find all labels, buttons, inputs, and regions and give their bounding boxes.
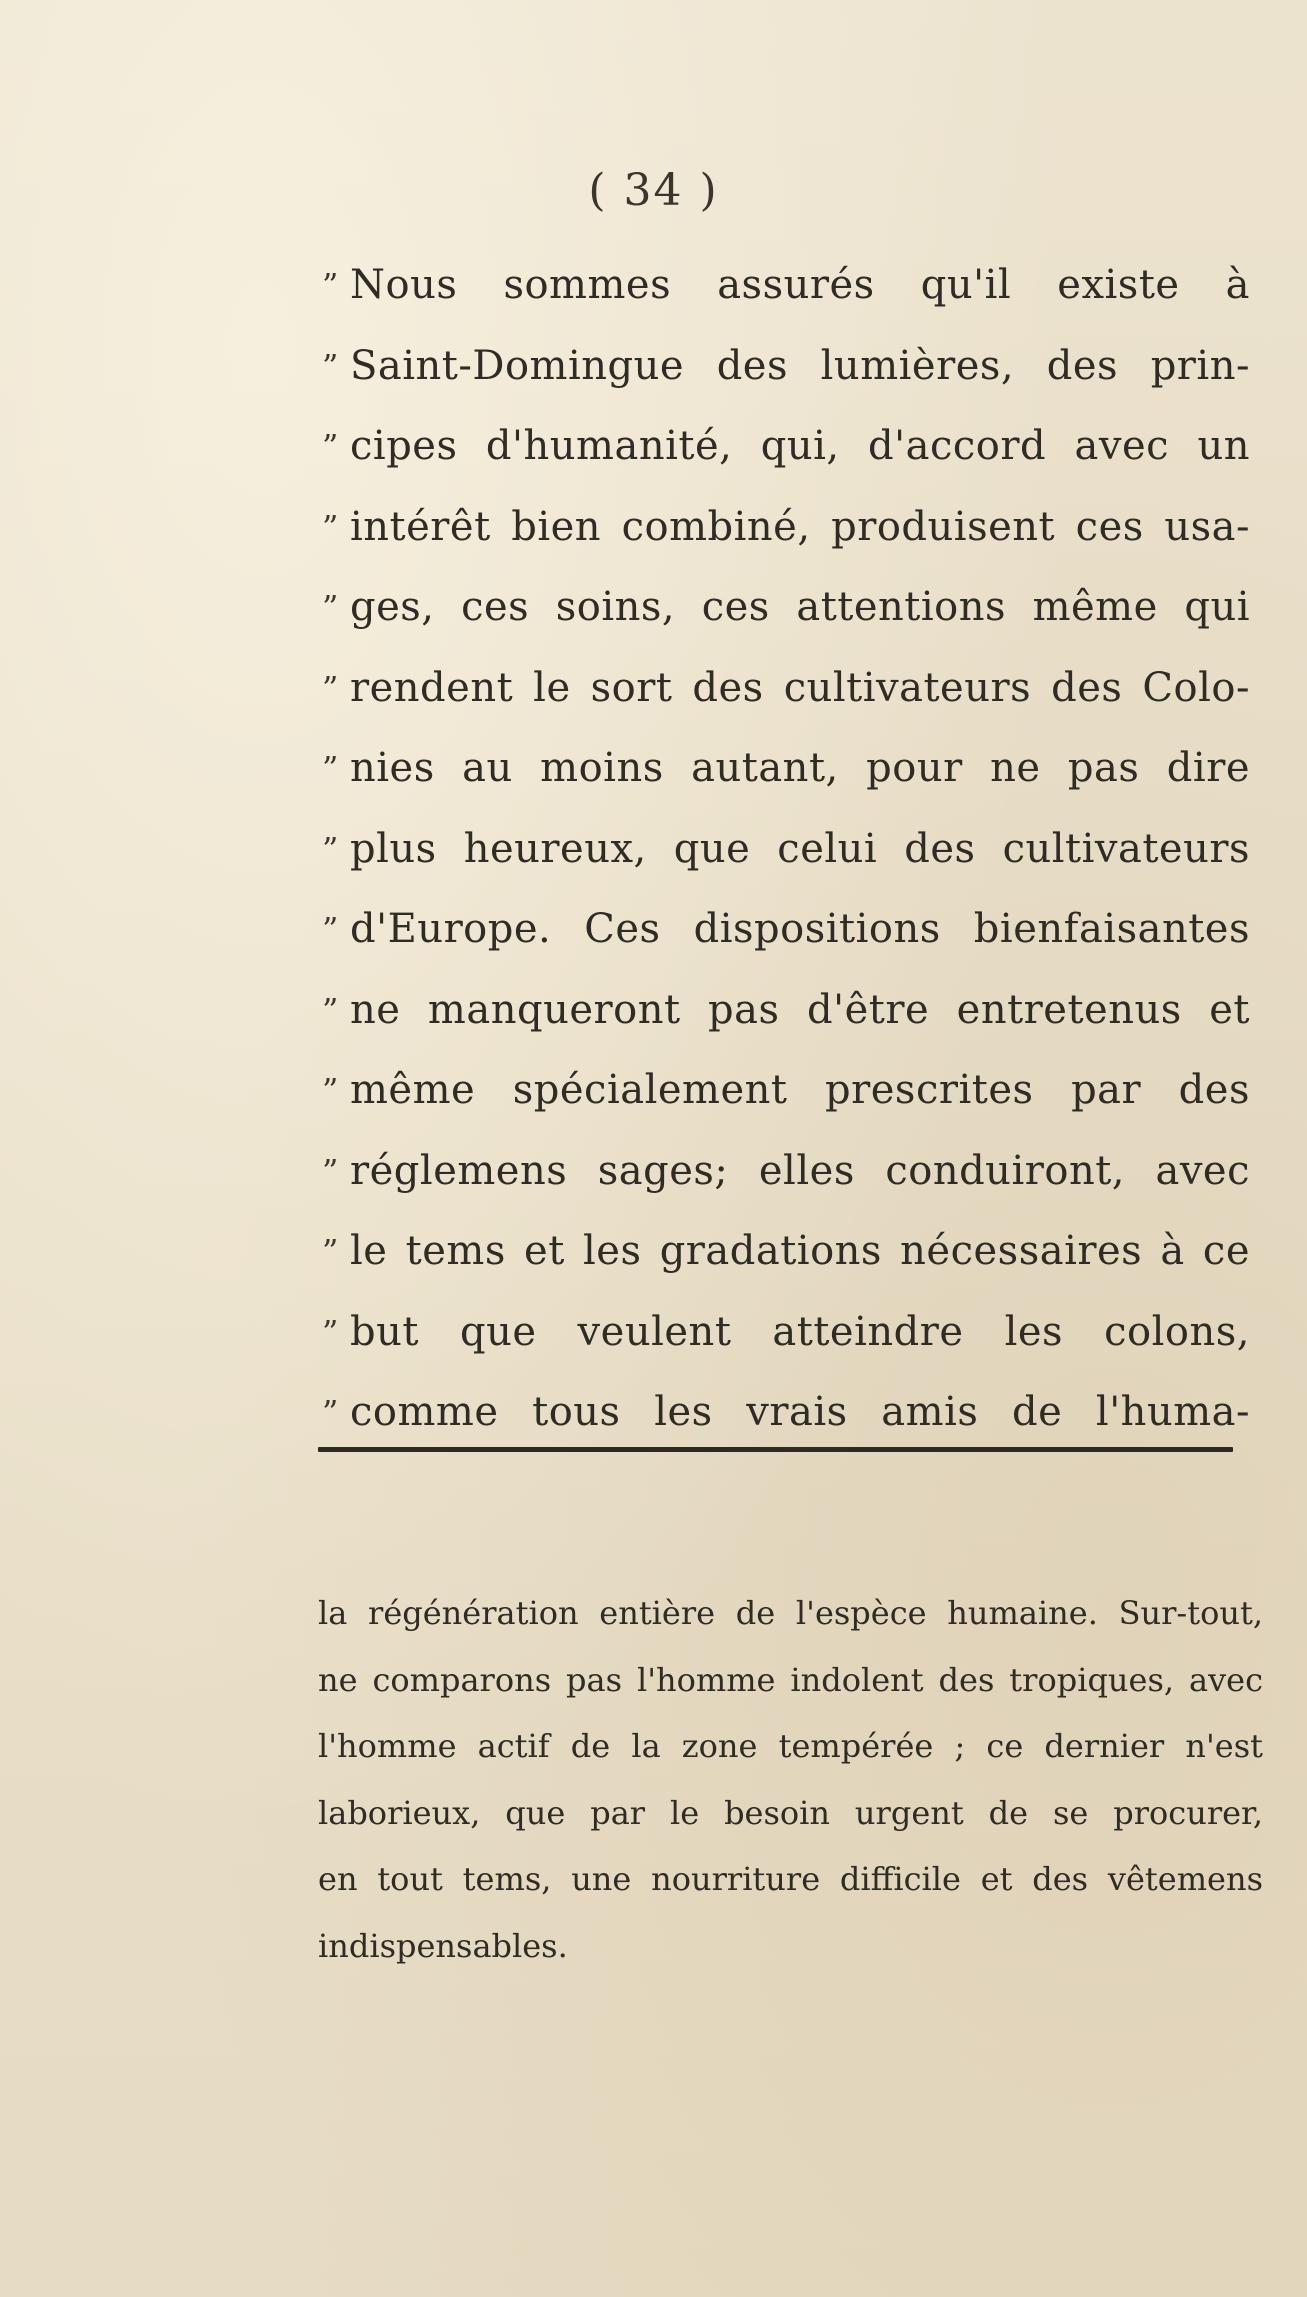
text-line (322, 1372, 1250, 1453)
text-line (322, 567, 1250, 648)
text-line (322, 1131, 1250, 1212)
line-text: ne manqueront pas d'être entretenus et (350, 986, 1250, 1033)
footnote-line: laborieux, que par le besoin urgent de se procurer, (318, 1793, 1263, 1832)
page-number: ( 34 ) (588, 165, 719, 216)
footnote-line: en tout tems, une nourriture difficile et des vêtemens (318, 1860, 1263, 1898)
line-text: Nous sommes assurés qu'il existe à (350, 262, 1250, 308)
footnote-line: l'homme actif de la zone tempérée ; ce dernier n'est (318, 1727, 1263, 1765)
line-text: comme tous les vrais amis de l'huma- (350, 1389, 1250, 1435)
quote-mark: ” (322, 427, 339, 465)
quote-mark: ” (322, 588, 339, 626)
footnote-line: ne comparons pas l'homme indolent des tropiques, avec (318, 1660, 1263, 1699)
line-text: but que veulent atteindre les colons, (350, 1308, 1250, 1355)
line-text: le tems et les gradations nécessaires à ce (350, 1228, 1250, 1274)
line-text: nies au moins autant, pour ne pas dire (350, 745, 1250, 791)
line-text: d'Europe. Ces dispositions bienfaisantes (350, 906, 1250, 952)
text-line (322, 889, 1250, 970)
text-line (322, 406, 1250, 487)
footnote-line: la régénération entière de l'espèce humaine. Sur-tout, (318, 1594, 1263, 1632)
line-text: réglemens sages; elles conduiront, avec (350, 1147, 1250, 1194)
text-line (322, 1050, 1250, 1131)
line-text: même spécialement prescrites par des (350, 1067, 1250, 1113)
line-text: cipes d'humanité, qui, d'accord avec un (350, 423, 1250, 469)
quote-mark: ” (322, 1071, 339, 1109)
text-line (322, 487, 1250, 568)
quote-mark: ” (322, 1393, 339, 1431)
text-line (322, 970, 1250, 1051)
quote-mark: ” (322, 1232, 339, 1270)
quote-mark: ” (322, 668, 339, 707)
line-text: rendent le sort des cultivateurs des Colo- (350, 664, 1250, 711)
quote-mark: ” (322, 749, 339, 787)
line-text: plus heureux, que celui des cultivateurs (350, 825, 1250, 872)
main-text-block (322, 245, 1250, 1453)
quote-mark: ” (322, 346, 339, 385)
quote-mark: ” (322, 990, 339, 1029)
text-line (322, 1292, 1250, 1373)
text-line (322, 728, 1250, 809)
quote-mark: ” (322, 829, 339, 868)
text-line (322, 648, 1250, 729)
footnote-block (318, 1580, 1263, 1979)
line-text: Saint-Domingue des lumières, des prin- (350, 342, 1250, 389)
footnote-line: indispensables. (318, 1926, 568, 1965)
quote-mark: ” (322, 1151, 339, 1190)
footnote-divider-rule (318, 1447, 1233, 1452)
line-text: intérêt bien combiné, produisent ces usa- (350, 503, 1250, 550)
text-line (322, 245, 1250, 326)
quote-mark: ” (322, 266, 339, 304)
line-text: ges, ces soins, ces attentions même qui (350, 584, 1250, 630)
text-line (322, 1211, 1250, 1292)
quote-mark: ” (322, 910, 339, 948)
text-line (322, 326, 1250, 407)
quote-mark: ” (322, 1312, 339, 1351)
quote-mark: ” (322, 507, 339, 546)
text-line (322, 809, 1250, 890)
